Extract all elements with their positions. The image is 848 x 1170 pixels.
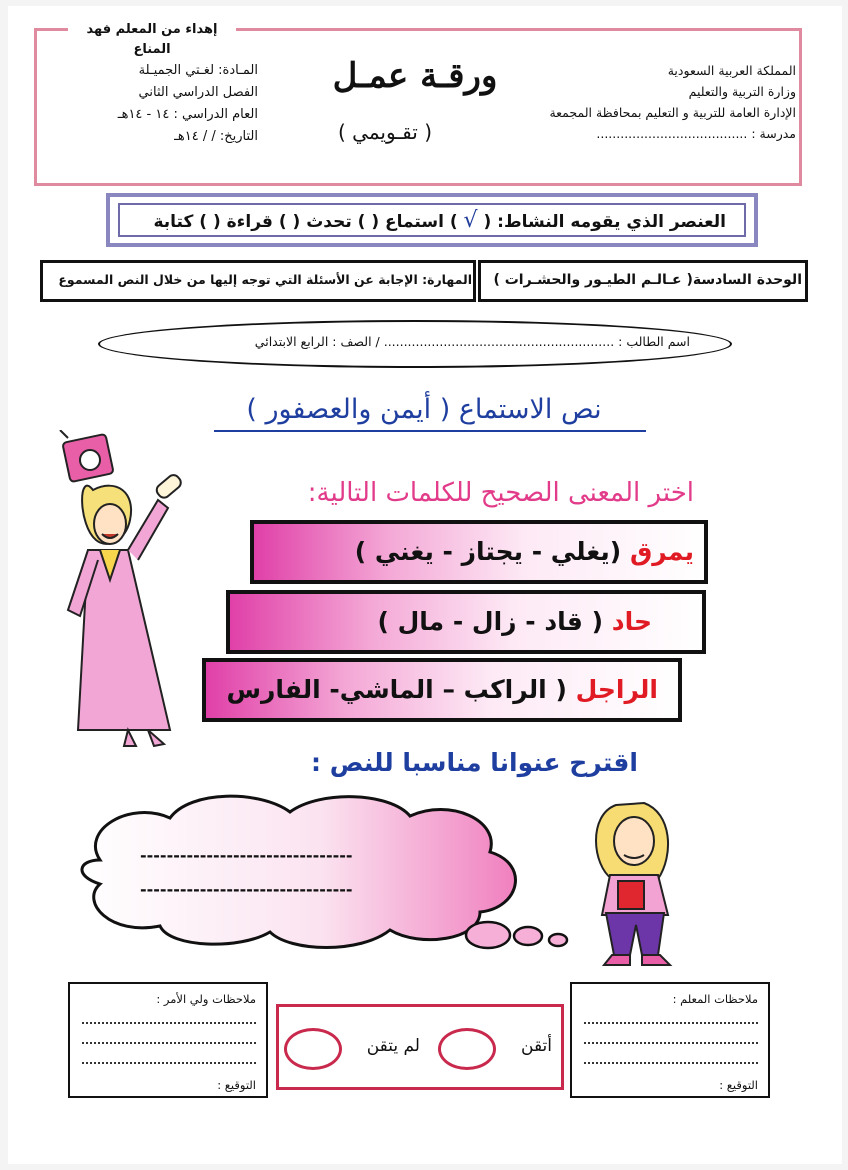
vocab-word: الراجل	[575, 675, 658, 704]
worksheet-subtitle: ( تقـويمي )	[338, 120, 432, 144]
vocab-item-1-text	[262, 537, 694, 566]
activity-line	[120, 208, 726, 233]
teacher-notes-title: ملاحظات المعلم :	[672, 992, 758, 1006]
subject-line: المـادة: لغـتي الجميـلة	[138, 63, 258, 78]
mastered-label: أتقن	[521, 1036, 552, 1056]
ministry-line: وزارة التربية والتعليم	[688, 84, 796, 99]
ministry-block	[526, 60, 796, 144]
vocab-item-3-text	[216, 675, 658, 704]
thought-cloud	[60, 790, 590, 960]
teacher-notes-line[interactable]	[584, 1042, 758, 1044]
unit-label: الوحدة السادسة( عـالـم الطيـور والحشـرات )	[493, 272, 802, 288]
teacher-signature-label: التوقيع :	[719, 1078, 758, 1092]
ministry-line: المملكة العربية السعودية	[667, 63, 796, 78]
activity-label: العنصر الذي يقومه النشاط: (	[483, 212, 726, 232]
date-line: التاريخ: / / ١٤هـ	[174, 129, 258, 144]
parent-notes-line[interactable]	[82, 1062, 256, 1064]
reading-girl-illustration	[578, 795, 698, 970]
parent-notes-line[interactable]	[82, 1042, 256, 1044]
skill-label: المهارة: الإجابة عن الأسئلة التي توجه إليها من خلال النص المسموع	[58, 272, 472, 287]
activity-options: ) استماع ( ) تحدث ( ) قراءة ( ) كتابة	[153, 212, 458, 232]
suggest-title-heading: اقترح عنوانا مناسبا للنص :	[311, 748, 638, 777]
credit-label: إهداء من المعلم فهد المناع	[68, 20, 236, 40]
listening-title: نص الاستماع ( أيمن والعصفور )	[246, 394, 602, 425]
subject-block	[58, 60, 258, 148]
ministry-line: الإدارة العامة للتربية و التعليم بمحافظة المجمعة	[549, 105, 796, 120]
year-line: العام الدراسي : ١٤ - ١٤هـ	[117, 107, 258, 122]
graduate-girl-illustration	[38, 430, 208, 750]
instruction-heading: اختر المعنى الصحيح للكلمات التالية:	[307, 478, 694, 508]
parent-signature-label: التوقيع :	[217, 1078, 256, 1092]
vocab-choices[interactable]: (يغلي - يجتاز - يغني )	[354, 537, 630, 566]
teacher-notes-line[interactable]	[584, 1062, 758, 1064]
vocab-word: حاد	[611, 607, 652, 636]
semester-line: الفصل الدراسي الثاني	[138, 85, 258, 100]
teacher-notes-line[interactable]	[584, 1022, 758, 1024]
parent-notes-line[interactable]	[82, 1022, 256, 1024]
mastered-circle[interactable]	[438, 1028, 496, 1070]
vocab-item-2-text	[240, 607, 652, 636]
vocab-word: يمرق	[629, 537, 694, 566]
worksheet-title: ورقـة عمـل	[332, 56, 498, 96]
not-mastered-label: لم يتقن	[366, 1036, 420, 1056]
vocab-choices[interactable]: ( الراكب – الماشي- الفارس	[226, 675, 576, 704]
checkmark-icon: √	[463, 208, 478, 233]
vocab-choices[interactable]: ( قاد - زال - مال )	[377, 607, 612, 636]
parent-notes-title: ملاحظات ولي الأمر :	[156, 992, 256, 1006]
student-name-field[interactable]: اسم الطالب : .......................................................... / الصف : الرابع الابتدائي	[254, 334, 690, 349]
not-mastered-circle[interactable]	[284, 1028, 342, 1070]
school-field: مدرسة : ......................................	[596, 126, 796, 141]
title-underline	[214, 430, 646, 432]
answer-line-1[interactable]: --------------------------------	[140, 846, 353, 865]
answer-line-2[interactable]: --------------------------------	[140, 880, 353, 899]
